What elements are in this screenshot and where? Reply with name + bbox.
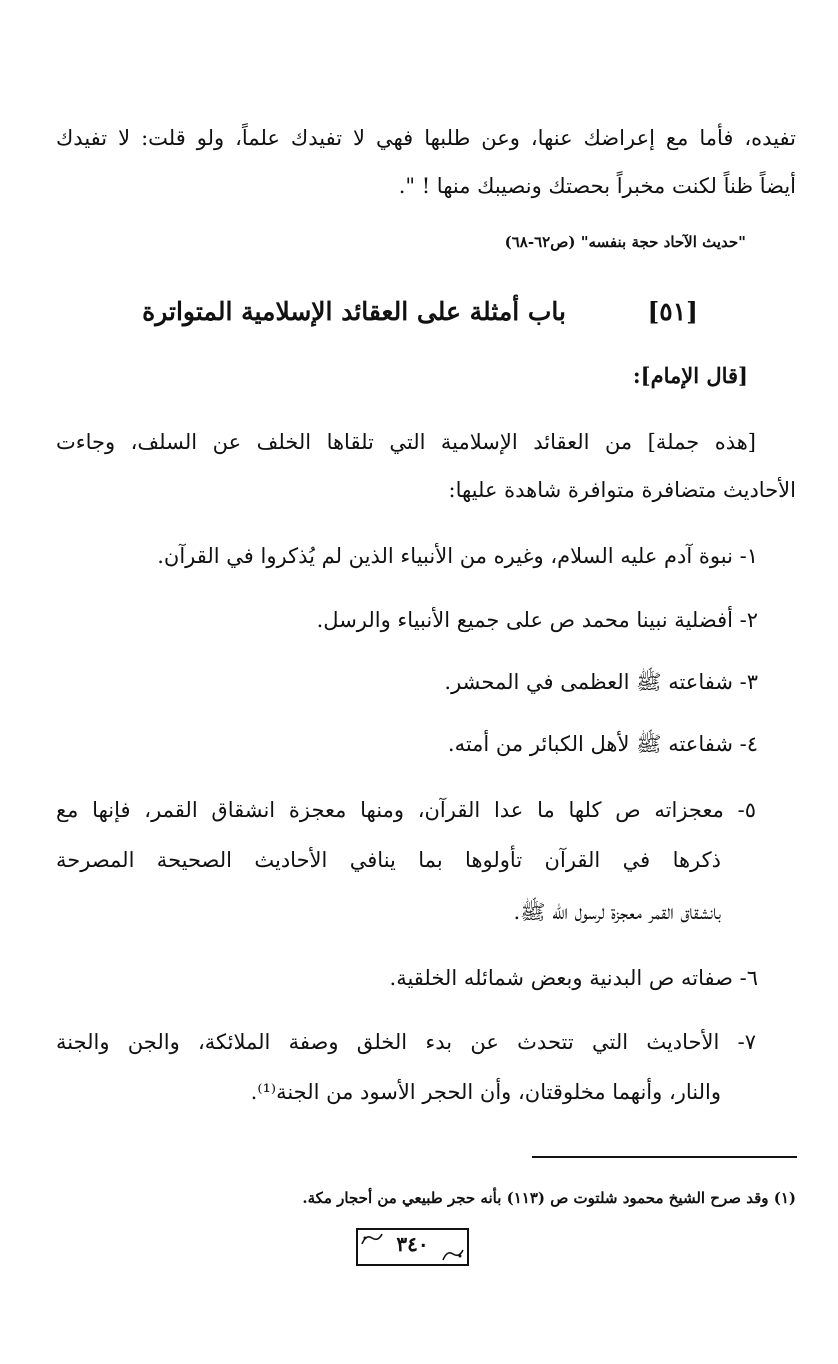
list-item-7-line-2: والنار، وأنهما مخلوقتان، وأن الحجر الأسود من الجنة⁽¹⁾. [250, 1080, 721, 1104]
source-citation: "حديث الآحاد حجة بنفسه" (ص٦٢-٦٨) [504, 233, 746, 251]
intro-line-2: أيضاً ظناً لكنت مخبراً بحصتك ونصيبك منها ! ". [398, 174, 796, 198]
list-item-5-line-2: ذكرها في القرآن تأولوها بما ينافي الأحاديث الصحيحة المصرحة [56, 848, 721, 872]
section-number: [٥١] [647, 297, 698, 326]
section-intro-line-2: الأحاديث متضافرة متوافرة شاهدة عليها: [448, 478, 796, 502]
list-item-5-line-3: بانشقاق القمر معجزة لرسول الله ﷺ. [513, 900, 721, 924]
speaker-label: [قال الإمام]: [632, 363, 748, 388]
intro-line-1: تفيده، فأما مع إعراضك عنها، وعن طلبها فهي لا تفيدك علماً، ولو قلت: لا تفيدك [56, 126, 796, 150]
footnote-divider [532, 1156, 797, 1158]
list-item-5-line-1: ٥- معجزاته ص كلها ما عدا القرآن، ومنها معجزة انشقاق القمر، فإنها مع [56, 798, 756, 822]
section-title: باب أمثلة على العقائد الإسلامية المتواترة [142, 297, 566, 326]
list-item-4: ٤- شفاعته ﷺ لأهل الكبائر من أمته. [447, 732, 758, 756]
list-item-3: ٣- شفاعته ﷺ العظمى في المحشر. [444, 670, 758, 694]
corner-ornament-icon [441, 1248, 465, 1262]
list-item-7-line-1: ٧- الأحاديث التي تتحدث عن بدء الخلق وصفة الملائكة، والجن والجنة [56, 1030, 756, 1054]
section-intro-line-1: [هذه جملة] من العقائد الإسلامية التي تلقاها الخلف عن السلف، وجاءت [56, 430, 756, 454]
list-item-2: ٢- أفضلية نبينا محمد ص على جميع الأنبياء والرسل. [316, 608, 758, 632]
list-item-1: ١- نبوة آدم عليه السلام، وغيره من الأنبياء الذين لم يُذكروا في القرآن. [157, 544, 758, 568]
list-item-6: ٦- صفاته ص البدنية وبعض شمائله الخلقية. [389, 966, 758, 990]
page-number-frame [356, 1228, 469, 1266]
page-number: ٣٤٠ [396, 1232, 429, 1256]
footnote: (١) وقد صرح الشيخ محمود شلتوت ص (١١٣) بأنه حجر طبيعي من أحجار مكة. [302, 1189, 796, 1207]
